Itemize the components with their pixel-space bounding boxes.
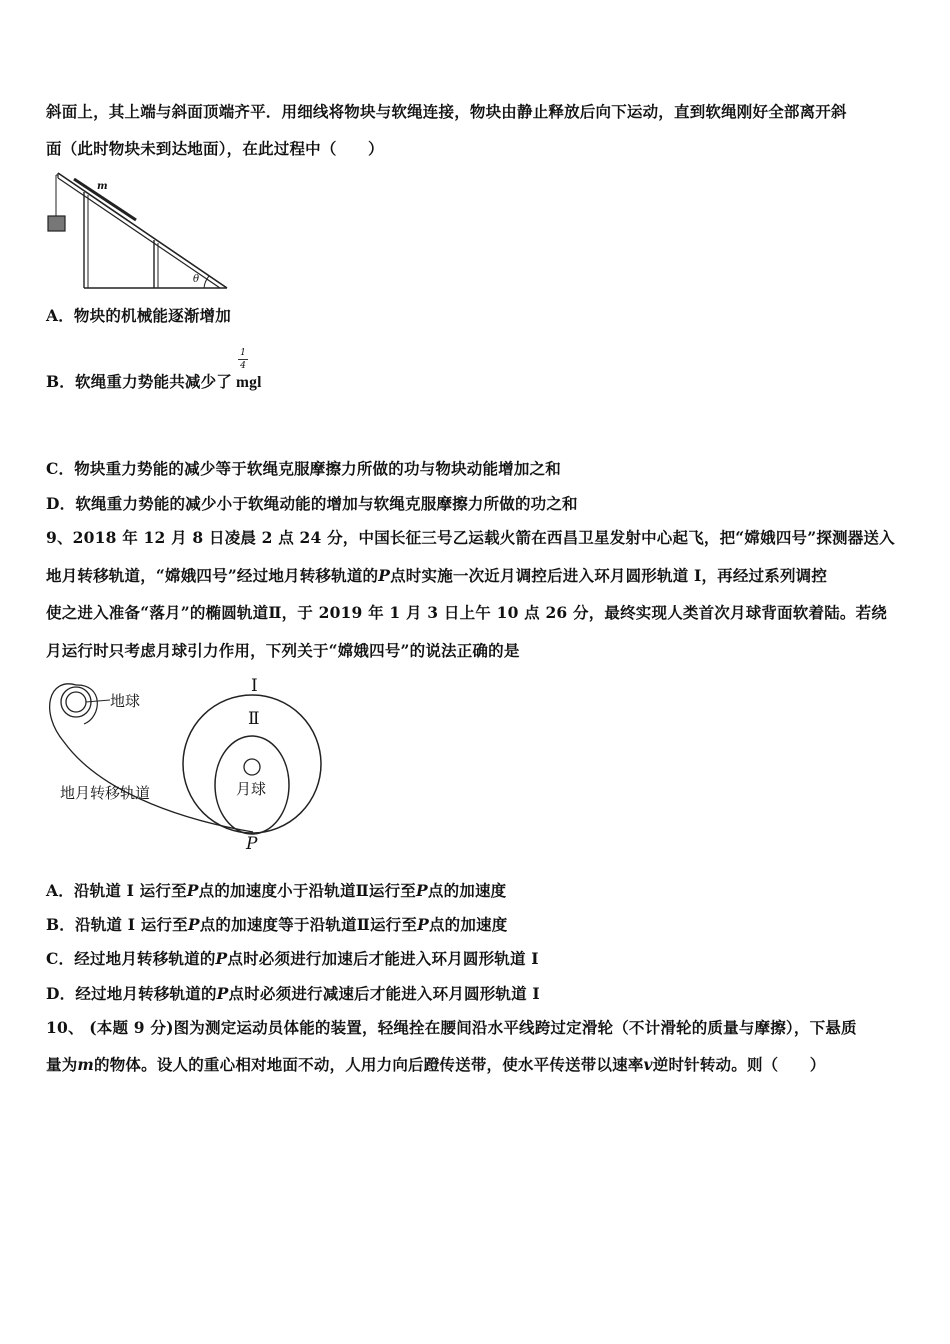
q9-option-a-part1: A．沿轨道 I 运行至 <box>46 881 187 900</box>
q8-option-b-suffix: mgl <box>236 374 262 391</box>
q9-orbit-ii-label: Ⅱ <box>248 709 260 729</box>
q8-option-c: C．物块重力势能的减少等于软绳克服摩擦力所做的功与物块动能增加之和 <box>46 459 561 478</box>
q8-stem-line2: 面（此时物块未到达地面），在此过程中（ ） <box>46 139 384 158</box>
q9-option-b-part3: 点的加速度 <box>428 915 508 934</box>
q9-stem-line1: 9、2018 年 12 月 8 日凌晨 2 点 24 分，中国长征三号乙运载火箭在西昌卫星发射中心起飞，把“嫦娥四号”探测器送入 <box>46 528 895 547</box>
q9-transfer-orbit-label: 地月转移轨道 <box>60 784 151 802</box>
q9-option-b-p2: P <box>417 915 429 934</box>
q9-option-a-part2: 点的加速度小于沿轨道Ⅱ运行至 <box>198 881 417 900</box>
q9-option-c <box>46 949 539 969</box>
q10-velocity-symbol: v <box>643 1055 653 1074</box>
q8-option-b-fraction <box>238 348 248 371</box>
q8-option-a: A．物块的机械能逐渐增加 <box>46 306 231 325</box>
q9-option-c-part1: C．经过地月转移轨道的 <box>46 949 216 968</box>
q8-mass-label: m <box>97 181 108 192</box>
q8-option-b <box>46 372 262 393</box>
q9-option-b-p1: P <box>187 915 200 934</box>
q9-option-a-p1: P <box>186 881 199 900</box>
q9-stem-line2-p: P <box>378 566 391 585</box>
q8-fraction-numerator: 1 <box>240 348 246 358</box>
q9-option-d-part1: D．经过地月转移轨道的 <box>46 984 217 1003</box>
q8-stem-line1: 斜面上，其上端与斜面顶端齐平．用细线将物块与软绳连接，物块由静止释放后向下运动，直到软绳刚好全部离开斜 <box>46 102 847 121</box>
q9-option-c-part2: 点时必须进行加速后才能进入环月圆形轨道 I <box>227 949 539 968</box>
q8-fraction-denominator: 4 <box>240 361 246 371</box>
q9-option-d <box>46 984 540 1004</box>
q8-incline-figure <box>44 170 229 292</box>
q9-option-b-part2: 点的加速度等于沿轨道Ⅱ运行至 <box>199 915 418 934</box>
q10-stem-line2 <box>46 1055 825 1075</box>
q9-option-d-p: P <box>216 984 229 1003</box>
q9-option-a-p2: P <box>416 881 428 900</box>
q8-option-d: D．软绳重力势能的减少小于软绳动能的增加与软绳克服摩擦力所做的功之和 <box>46 494 578 513</box>
q10-stem-line1: 10、 (本题 9 分)图为测定运动员体能的装置，轻绳拴在腰间沿水平线跨过定滑轮（不计滑轮的质量与摩擦），下悬质 <box>46 1018 857 1037</box>
q9-moon-label: 月球 <box>236 780 267 798</box>
q10-mass-symbol: m <box>77 1055 95 1074</box>
q9-option-a-part3: 点的加速度 <box>427 881 507 900</box>
q9-option-d-part2: 点时必须进行减速后才能进入环月圆形轨道 I <box>228 984 540 1003</box>
q9-stem-line2 <box>46 566 827 586</box>
q9-option-a <box>46 881 506 901</box>
q9-option-b-part1: B．沿轨道 I 运行至 <box>46 915 188 934</box>
q9-stem-line3: 使之进入准备“落月”的椭圆轨道Ⅱ，于 2019 年 1 月 3 日上午 10 点 26 分，最终实现人类首次月球背面软着陆。若绕 <box>46 603 888 622</box>
q9-option-b <box>46 915 507 935</box>
q9-option-c-p: P <box>215 949 228 968</box>
q9-orbit-figure <box>44 672 334 862</box>
q9-earth-label: 地球 <box>110 692 141 710</box>
q9-stem-line2-a: 地月转移轨道，“嫦娥四号”经过地月转移轨道的 <box>46 566 379 585</box>
q9-orbit-i-label: Ⅰ <box>251 676 258 696</box>
q8-angle-label: θ <box>193 274 200 285</box>
q10-stem-line2-a: 量为 <box>46 1055 78 1074</box>
q10-stem-line2-c: 逆时针转动。则（ ） <box>652 1055 826 1074</box>
q9-stem-line4: 月运行时只考虑月球引力作用，下列关于“嫦娥四号”的说法正确的是 <box>46 641 520 660</box>
q9-stem-line2-b: 点时实施一次近月调控后进入环月圆形轨道 I，再经过系列调控 <box>390 566 828 585</box>
q8-option-b-prefix: B．软绳重力势能共减少了 <box>46 372 233 391</box>
q10-stem-line2-b: 的物体。设人的重心相对地面不动，人用力向后蹬传送带，使水平传送带以速率 <box>94 1055 644 1074</box>
q9-point-p-label: P <box>246 834 258 854</box>
